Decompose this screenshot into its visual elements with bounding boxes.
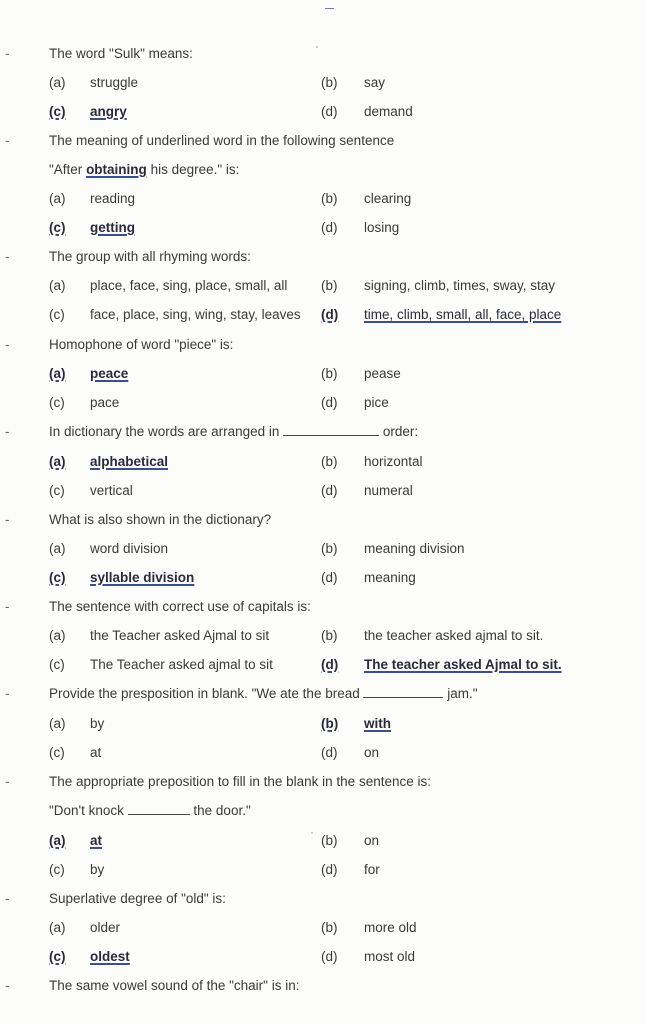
option-row <box>0 570 646 590</box>
option-row <box>0 191 646 211</box>
stem-part: Provide the presposition in blank. "We ate the bread <box>49 686 364 701</box>
option-text: on <box>364 745 380 760</box>
option-label: (a) <box>49 541 66 556</box>
option-text: face, place, sing, wing, stay, leaves <box>90 307 301 322</box>
answer-text: with <box>364 716 391 731</box>
stem-part: jam." <box>443 686 478 701</box>
scan-mark <box>325 8 334 9</box>
question-text: Superlative degree of "old" is: <box>49 891 226 906</box>
sentence-text <box>49 803 251 818</box>
answer-text: alphabetical <box>90 454 169 469</box>
option-row <box>0 307 646 327</box>
option-row <box>0 541 646 561</box>
question-stem <box>0 249 646 269</box>
option-text: horizontal <box>364 454 423 469</box>
question-text: The same vowel sound of the "chair" is in: <box>49 978 300 993</box>
option-text: the Teacher asked Ajmal to sit <box>90 628 270 643</box>
option-text: the teacher asked ajmal to sit. <box>364 628 544 643</box>
fill-blank <box>363 686 443 698</box>
sentence-part: "Don't knock <box>49 803 128 818</box>
option-label: (b) <box>321 541 338 556</box>
option-row <box>0 920 646 940</box>
stem-part: In dictionary the words are arranged in <box>49 424 284 439</box>
bullet-dash: - <box>5 46 10 61</box>
bullet-dash: - <box>5 686 10 701</box>
option-text: The Teacher asked ajmal to sit <box>90 657 273 672</box>
answer-label: (d) <box>321 657 339 672</box>
option-label: (b) <box>321 920 338 935</box>
fill-blank <box>128 803 190 815</box>
question-stem <box>0 891 646 911</box>
option-label: (d) <box>321 949 338 964</box>
option-row <box>0 949 646 969</box>
question-text: The word "Sulk" means: <box>49 46 193 61</box>
option-row <box>0 220 646 240</box>
option-label: (d) <box>321 745 338 760</box>
option-text: numeral <box>364 483 413 498</box>
question-text <box>49 424 418 439</box>
option-label: (b) <box>321 191 338 206</box>
bullet-dash: - <box>5 133 10 148</box>
option-label: (c) <box>49 657 65 672</box>
question-stem <box>0 774 646 794</box>
bullet-dash: - <box>5 599 10 614</box>
question-stem <box>0 978 646 998</box>
option-label: (a) <box>49 716 66 731</box>
bullet-dash: - <box>5 512 10 527</box>
option-text: on <box>364 833 380 848</box>
option-row <box>0 454 646 474</box>
question-text <box>49 686 478 701</box>
option-label: (d) <box>321 395 338 410</box>
sentence-text <box>49 162 239 177</box>
option-row <box>0 104 646 124</box>
option-row <box>0 395 646 415</box>
option-row <box>0 75 646 95</box>
question-stem <box>0 133 646 153</box>
option-row <box>0 716 646 736</box>
question-text: The group with all rhyming words: <box>49 249 251 264</box>
option-label: (d) <box>321 862 338 877</box>
option-label: (d) <box>321 483 338 498</box>
option-text: demand <box>364 104 413 119</box>
option-row <box>0 745 646 765</box>
option-label: (a) <box>49 628 66 643</box>
sentence-part: the door." <box>189 803 251 818</box>
option-label: (b) <box>321 833 338 848</box>
answer-label: (a) <box>49 366 66 381</box>
option-label: (a) <box>49 191 66 206</box>
question-stem <box>0 337 646 357</box>
option-row <box>0 628 646 648</box>
option-text: losing <box>364 220 400 235</box>
option-text: clearing <box>364 191 412 206</box>
answer-text: at <box>90 833 103 848</box>
answer-text: peace <box>90 366 129 381</box>
answer-text: The teacher asked Ajmal to sit. <box>364 657 562 672</box>
option-label: (c) <box>49 307 65 322</box>
option-text: by <box>90 716 105 731</box>
question-stem <box>0 599 646 619</box>
option-row <box>0 833 646 853</box>
answer-label: (c) <box>49 949 66 964</box>
option-text: meaning <box>364 570 416 585</box>
question-stem <box>0 512 646 532</box>
answer-text: oldest <box>90 949 130 964</box>
fill-blank <box>283 424 379 436</box>
option-text: pease <box>364 366 401 381</box>
option-text: older <box>90 920 121 935</box>
answer-label: (b) <box>321 716 339 731</box>
sentence-part: his degree." is: <box>146 162 240 177</box>
bullet-dash: - <box>5 249 10 264</box>
option-label: (c) <box>49 862 65 877</box>
answer-text: getting <box>90 220 135 235</box>
bullet-dash: - <box>5 337 10 352</box>
option-text: vertical <box>90 483 133 498</box>
sentence-part: "After <box>49 162 87 177</box>
option-text: reading <box>90 191 136 206</box>
option-text: by <box>90 862 105 877</box>
answer-label: (a) <box>49 454 66 469</box>
bullet-dash: - <box>5 978 10 993</box>
option-label: (b) <box>321 75 338 90</box>
option-label: (b) <box>321 628 338 643</box>
option-row <box>0 657 646 677</box>
option-label: (a) <box>49 920 66 935</box>
option-label: (b) <box>321 454 338 469</box>
option-row <box>0 862 646 882</box>
option-label: (a) <box>49 75 66 90</box>
question-text: The meaning of underlined word in the following sentence <box>49 133 395 148</box>
option-text: meaning division <box>364 541 465 556</box>
option-label: (c) <box>49 745 65 760</box>
answer-text: syllable division <box>90 570 195 585</box>
option-text: most old <box>364 949 416 964</box>
answer-label: (d) <box>321 307 339 322</box>
question-stem <box>0 424 646 444</box>
question-text: Homophone of word "piece" is: <box>49 337 234 352</box>
option-label: (d) <box>321 570 338 585</box>
option-text: word division <box>90 541 169 556</box>
underlined-word: obtaining <box>86 162 147 177</box>
option-text: say <box>364 75 386 90</box>
question-stem <box>0 46 646 66</box>
option-label: (b) <box>321 366 338 381</box>
answer-text: angry <box>90 104 127 119</box>
option-label: (c) <box>49 483 65 498</box>
option-text: at <box>90 745 102 760</box>
question-sentence <box>0 803 646 823</box>
option-text: place, face, sing, place, small, all <box>90 278 288 293</box>
option-row <box>0 483 646 503</box>
option-label: (d) <box>321 220 338 235</box>
option-text: for <box>364 862 380 877</box>
answer-label: (c) <box>49 220 66 235</box>
bullet-dash: - <box>5 774 10 789</box>
bullet-dash: - <box>5 424 10 439</box>
question-text: The sentence with correct use of capitals is: <box>49 599 311 614</box>
option-label: (b) <box>321 278 338 293</box>
option-row <box>0 278 646 298</box>
answer-label: (c) <box>49 570 66 585</box>
answer-label: (a) <box>49 833 66 848</box>
answer-text: time, climb, small, all, face, place <box>364 307 562 322</box>
option-label: (c) <box>49 395 65 410</box>
option-label: (d) <box>321 104 338 119</box>
question-text: The appropriate preposition to fill in the blank in the sentence is: <box>49 774 431 789</box>
answer-label: (c) <box>49 104 66 119</box>
option-label: (a) <box>49 278 66 293</box>
question-sentence <box>0 162 646 182</box>
stem-part: order: <box>379 424 419 439</box>
option-text: signing, climb, times, sway, stay <box>364 278 556 293</box>
option-row <box>0 366 646 386</box>
option-text: struggle <box>90 75 139 90</box>
question-stem <box>0 686 646 706</box>
bullet-dash: - <box>5 891 10 906</box>
question-text: What is also shown in the dictionary? <box>49 512 272 527</box>
option-text: pice <box>364 395 389 410</box>
option-text: pace <box>90 395 120 410</box>
option-text: more old <box>364 920 417 935</box>
